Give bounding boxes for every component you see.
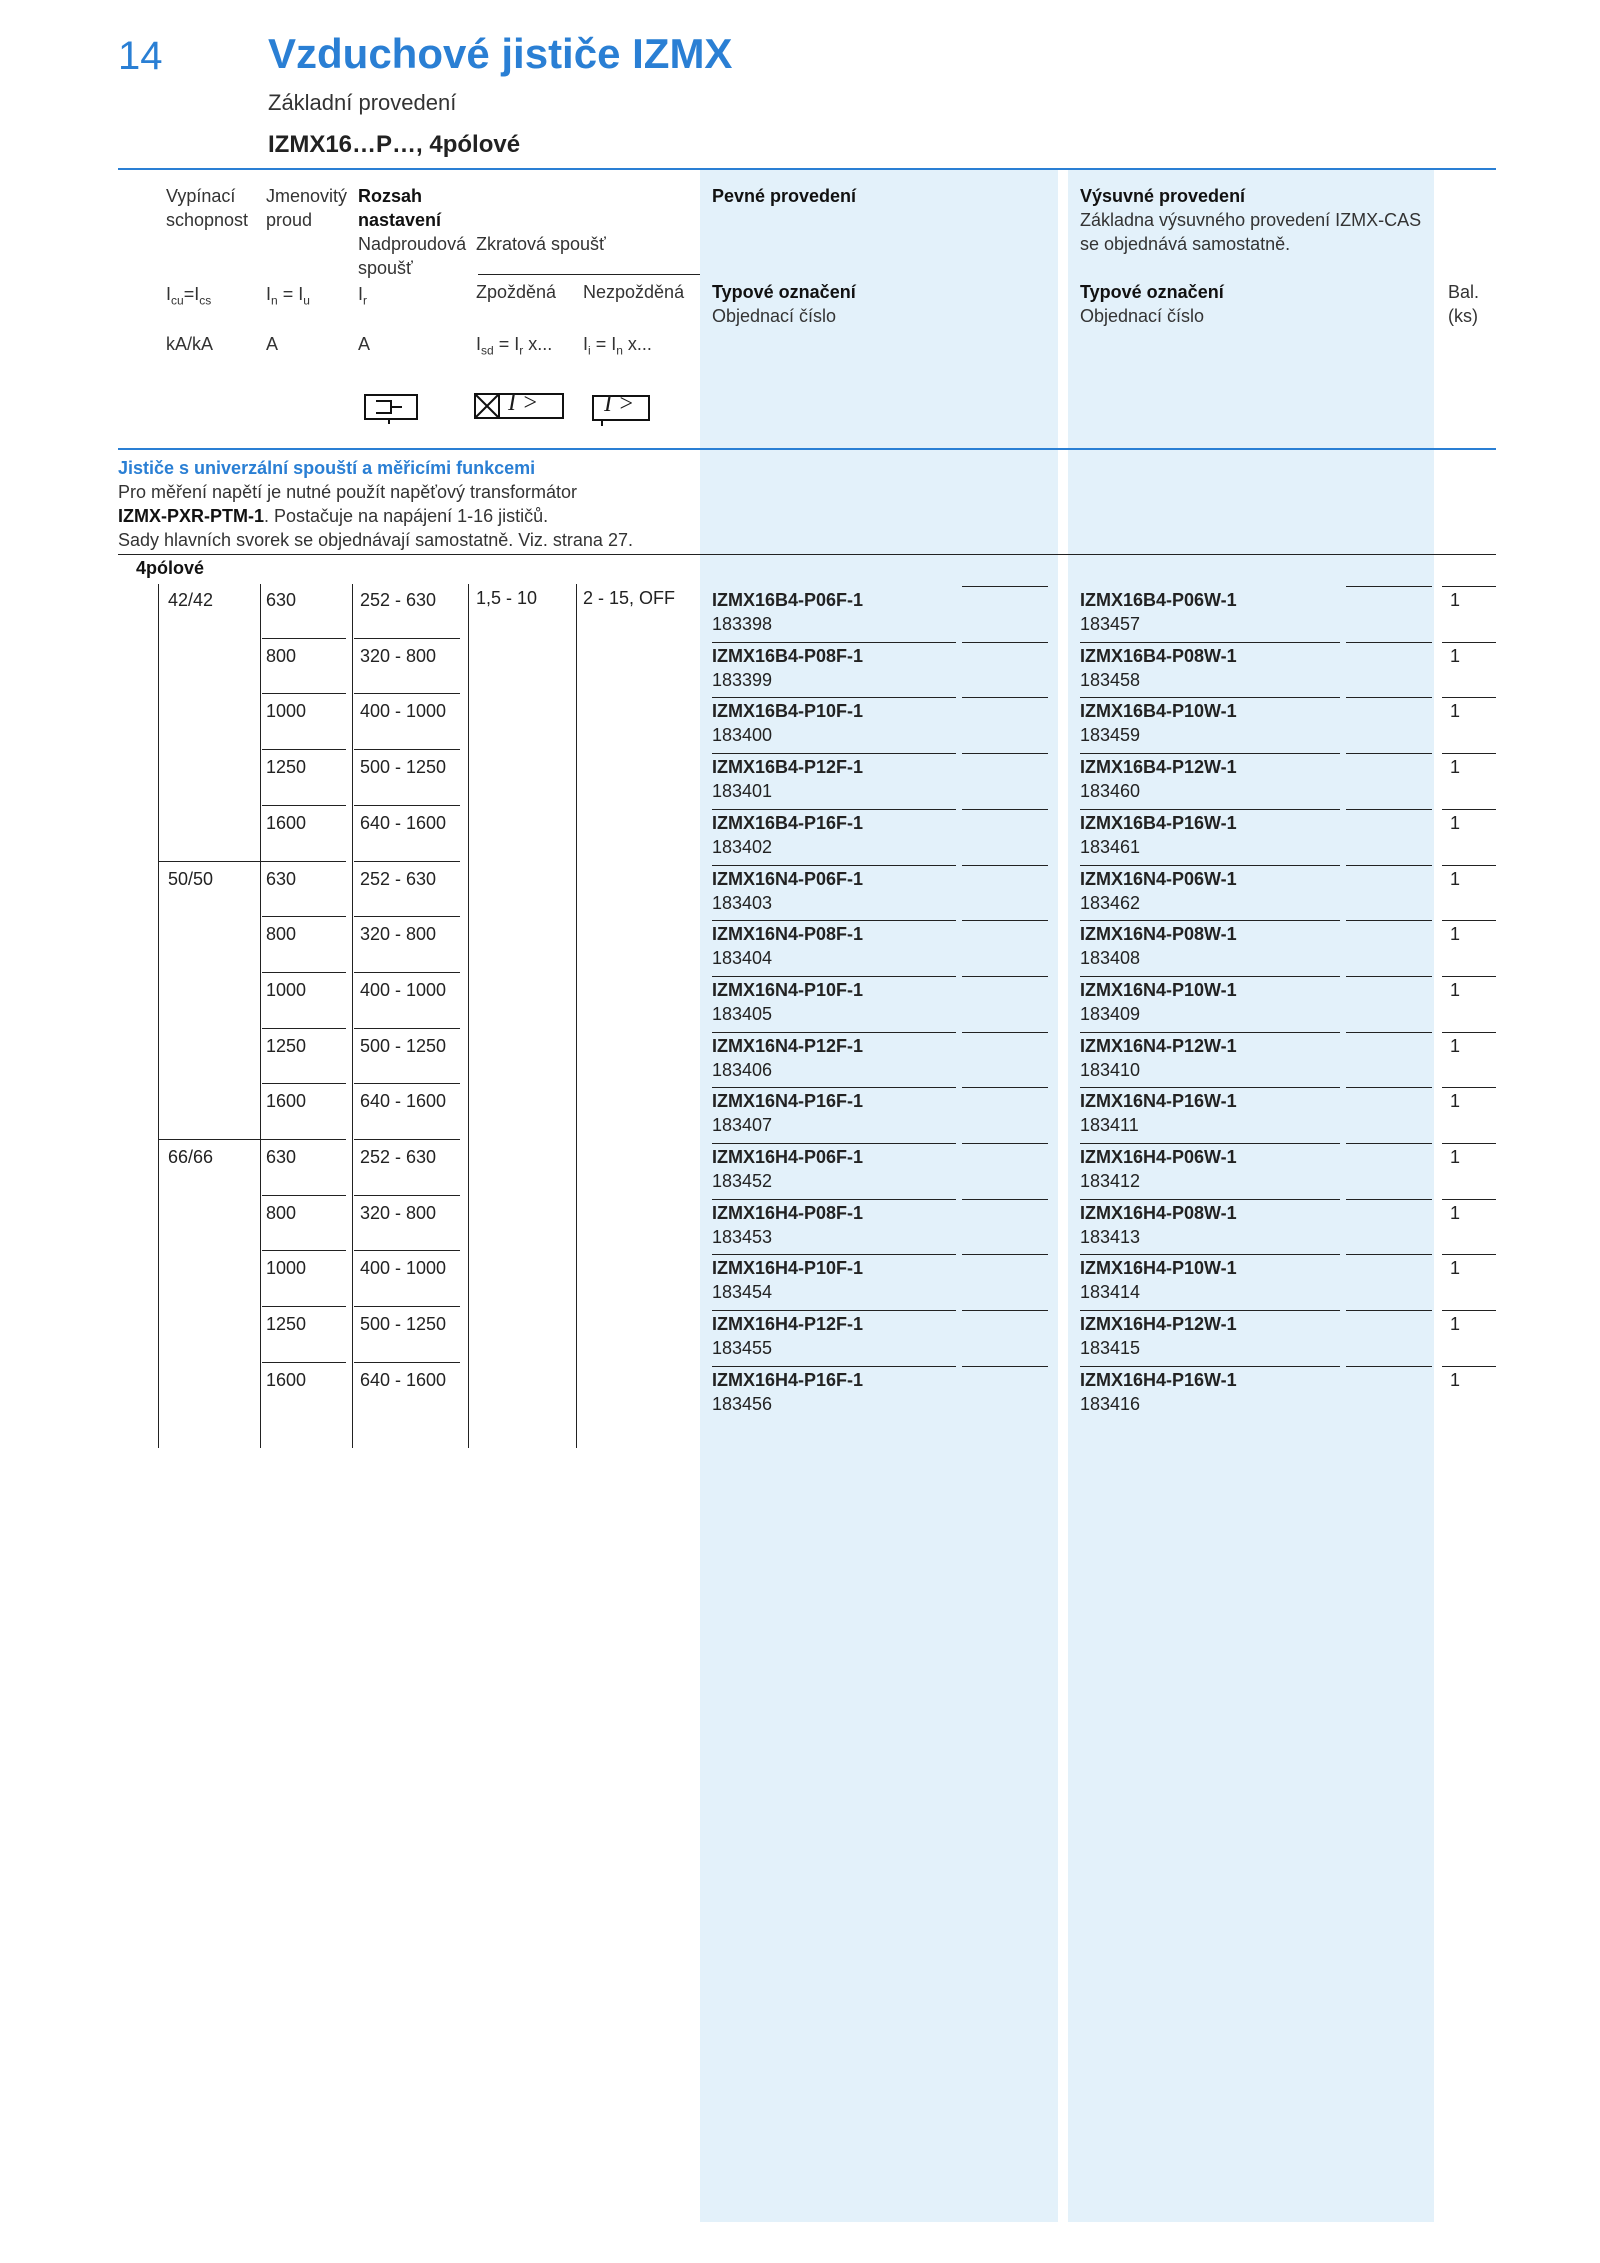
fixed-order-number: 183454: [712, 1282, 773, 1303]
row-rule: [1080, 642, 1340, 643]
row-rule: [962, 1254, 1048, 1255]
row-rule: [1346, 753, 1432, 754]
drawout-type-code: IZMX16N4-P16W-1: [1080, 1091, 1237, 1112]
row-rule: [1080, 1032, 1340, 1033]
page-number: 14: [118, 34, 163, 78]
row-rule: [1346, 1254, 1432, 1255]
drawout-type-code: IZMX16N4-P10W-1: [1080, 979, 1237, 1000]
drawout-order-number: 183462: [1080, 892, 1141, 913]
unit-a-setting: A: [358, 334, 371, 354]
row-rule: [354, 1139, 460, 1140]
header-breaking-capacity: Vypínací schopnost: [166, 186, 249, 230]
row-rule: [262, 1083, 346, 1084]
rated-current-value: 1600: [266, 1369, 307, 1390]
fixed-order-number: 183403: [712, 892, 773, 913]
setting-range-value: 500 - 1250: [360, 1035, 447, 1056]
setting-range-value: 320 - 800: [360, 645, 437, 666]
pack-quantity: 1: [1450, 645, 1461, 666]
row-rule: [262, 638, 346, 639]
rated-current-value: 1600: [266, 812, 307, 833]
fixed-type-code: IZMX16H4-P16F-1: [712, 1369, 864, 1390]
header-pack: Bal. (ks): [1448, 282, 1480, 326]
pack-quantity: 1: [1450, 1091, 1461, 1112]
row-rule: [262, 1306, 346, 1307]
row-rule: [262, 749, 346, 750]
row-rule: [1442, 865, 1496, 866]
undelayed-trip-label: I >: [604, 391, 635, 417]
rated-current-value: 630: [266, 590, 297, 610]
pack-quantity: 1: [1450, 1147, 1461, 1167]
pack-quantity: 1: [1450, 1035, 1461, 1056]
delayed-trip-label: I >: [508, 390, 539, 416]
row-rule: [1080, 1366, 1340, 1367]
drawout-type-code: IZMX16H4-P08W-1: [1080, 1202, 1237, 1223]
fixed-type-code: IZMX16B4-P10F-1: [712, 701, 864, 722]
header-drawout: Výsuvné provedení Základna výsuvného provedení IZMX-CAS se objednává samostatně.: [1080, 186, 1422, 254]
column-rule: [468, 584, 469, 1448]
rated-current-value: 800: [266, 924, 297, 945]
rated-current-value: 1000: [266, 701, 307, 722]
pack-quantity: 1: [1450, 1202, 1461, 1223]
row-rule: [1442, 586, 1496, 587]
row-rule: [712, 1310, 956, 1311]
pack-quantity: 1: [1450, 757, 1461, 778]
setting-range-value: 500 - 1250: [360, 1314, 447, 1335]
pack-quantity: 1: [1450, 701, 1461, 722]
row-rule: [1080, 976, 1340, 977]
drawout-order-number: 183460: [1080, 781, 1141, 802]
symbol-ii: $I_i = I_n$ x...: [583, 334, 652, 358]
row-rule: [962, 1310, 1048, 1311]
row-rule: [1346, 920, 1432, 921]
page-subtitle: Základní provedení: [268, 90, 457, 115]
row-rule: [1346, 976, 1432, 977]
row-rule: [354, 1083, 460, 1084]
section-rule: [118, 448, 1496, 450]
header-setting-range: Rozsah nastavení Nadproudová spoušť: [358, 186, 467, 278]
drawout-type-code: IZMX16B4-P10W-1: [1080, 701, 1237, 722]
row-rule: [712, 1199, 956, 1200]
row-rule: [712, 865, 956, 866]
unit-ka: kA/kA: [166, 334, 214, 354]
row-rule: [1080, 753, 1340, 754]
pack-quantity: 1: [1450, 1314, 1461, 1335]
fixed-order-number: 183406: [712, 1059, 773, 1080]
row-rule: [1346, 586, 1432, 587]
fixed-order-number: 183398: [712, 614, 773, 634]
fixed-type-code: IZMX16N4-P06F-1: [712, 868, 864, 889]
column-rule: [260, 584, 261, 1448]
row-rule: [712, 1366, 956, 1367]
section-intro: [118, 456, 678, 552]
delayed-range: 1,5 - 10: [476, 588, 538, 608]
pack-quantity: 1: [1450, 1369, 1461, 1390]
row-rule: [1346, 809, 1432, 810]
row-rule: [1346, 865, 1432, 866]
row-rule: [354, 1250, 460, 1251]
fixed-type-code: IZMX16B4-P08F-1: [712, 645, 864, 666]
breaking-capacity-value: 50/50: [168, 868, 214, 889]
row-rule: [262, 1139, 346, 1140]
row-rule: [354, 805, 460, 806]
row-rule: [962, 642, 1048, 643]
fixed-type-code: IZMX16N4-P16F-1: [712, 1091, 864, 1112]
unit-a-current: A: [266, 334, 279, 354]
drawout-type-code: IZMX16H4-P10W-1: [1080, 1258, 1237, 1279]
row-rule: [354, 972, 460, 973]
row-rule: [712, 642, 956, 643]
pack-quantity: 1: [1450, 812, 1461, 833]
fixed-type-code: IZMX16B4-P06F-1: [712, 590, 864, 610]
row-rule: [712, 976, 956, 977]
fixed-order-number: 183399: [712, 669, 773, 690]
row-rule: [1442, 1310, 1496, 1311]
fixed-order-number: 183455: [712, 1338, 773, 1359]
row-rule: [1442, 1254, 1496, 1255]
top-rule: [118, 168, 1496, 170]
header-shortcircuit: Zkratová spoušť: [476, 234, 606, 254]
row-rule: [962, 865, 1048, 866]
row-rule: [1080, 865, 1340, 866]
row-rule: [1080, 920, 1340, 921]
row-rule: [962, 809, 1048, 810]
breaking-capacity-value: 66/66: [168, 1147, 214, 1167]
setting-range-value: 252 - 630: [360, 1147, 437, 1167]
fixed-type-code: IZMX16H4-P06F-1: [712, 1147, 864, 1167]
section-title: Jističe s univerzální spouští a měřicími funkcemi: [118, 458, 536, 478]
row-rule: [262, 1028, 346, 1029]
row-rule: [262, 972, 346, 973]
row-rule: [1080, 1199, 1340, 1200]
section-line-1: Pro měření napětí je nutné použít napěťový transformátor: [118, 482, 578, 502]
row-rule: [1080, 1310, 1340, 1311]
rated-current-value: 630: [266, 868, 297, 889]
rated-current-value: 1250: [266, 1035, 307, 1056]
setting-range-value: 400 - 1000: [360, 701, 447, 722]
overcurrent-trip-icon: [360, 390, 420, 424]
row-rule: [262, 693, 346, 694]
page-title: Vzduchové jističe IZMX: [268, 30, 733, 77]
setting-range-value: 400 - 1000: [360, 979, 447, 1000]
fixed-order-number: 183400: [712, 725, 773, 746]
row-rule: [1442, 1087, 1496, 1088]
drawout-order-number: 183413: [1080, 1226, 1141, 1247]
pack-quantity: 1: [1450, 979, 1461, 1000]
group-rule: [158, 1139, 268, 1140]
setting-range-value: 640 - 1600: [360, 1369, 447, 1390]
row-rule: [712, 1254, 956, 1255]
rated-current-value: 1250: [266, 1314, 307, 1335]
drawout-order-number: 183415: [1080, 1338, 1141, 1359]
drawout-order-number: 183414: [1080, 1282, 1141, 1303]
symbol-icu: $I_{cu}=I_{cs}$: [166, 284, 212, 308]
row-rule: [1442, 697, 1496, 698]
drawout-type-code: IZMX16N4-P12W-1: [1080, 1035, 1237, 1056]
drawout-order-number: 183461: [1080, 836, 1141, 857]
drawout-order-number: 183459: [1080, 725, 1141, 746]
column-rule: [158, 584, 159, 1448]
drawout-type-code: IZMX16H4-P12W-1: [1080, 1314, 1237, 1335]
breaking-capacity-value: 42/42: [168, 590, 214, 610]
row-rule: [962, 697, 1048, 698]
header-delayed: Zpožděná: [476, 282, 557, 302]
drawout-order-number: 183416: [1080, 1393, 1141, 1414]
row-rule: [354, 916, 460, 917]
row-rule: [354, 1306, 460, 1307]
row-rule: [354, 1195, 460, 1196]
symbol-in: $I_n = I_u$: [266, 284, 310, 308]
drawout-order-number: 183408: [1080, 948, 1141, 969]
drawout-type-code: IZMX16H4-P16W-1: [1080, 1369, 1237, 1390]
row-rule: [1346, 1087, 1432, 1088]
setting-range-value: 400 - 1000: [360, 1258, 447, 1279]
rated-current-value: 1250: [266, 757, 307, 778]
row-rule: [962, 753, 1048, 754]
rated-current-value: 800: [266, 1202, 297, 1223]
fixed-type-code: IZMX16H4-P10F-1: [712, 1258, 864, 1279]
row-rule: [962, 1032, 1048, 1033]
row-rule: [1080, 1254, 1340, 1255]
setting-range-value: 252 - 630: [360, 868, 437, 889]
column-rule: [576, 584, 577, 1448]
pack-quantity: 1: [1450, 590, 1461, 610]
row-rule: [1080, 1087, 1340, 1088]
fixed-type-code: IZMX16H4-P12F-1: [712, 1314, 864, 1335]
section-line-3: Sady hlavních svorek se objednávají samostatně. Viz. strana 27.: [118, 530, 633, 550]
fixed-order-number: 183456: [712, 1393, 773, 1414]
drawout-order-number: 183409: [1080, 1003, 1141, 1024]
header-undelayed: Nezpožděná: [583, 282, 685, 302]
row-rule: [1442, 1143, 1496, 1144]
setting-range-value: 252 - 630: [360, 590, 437, 610]
rated-current-value: 1600: [266, 1091, 307, 1112]
row-rule: [262, 1362, 346, 1363]
row-rule: [1442, 642, 1496, 643]
row-rule: [354, 749, 460, 750]
row-rule: [962, 1087, 1048, 1088]
fixed-type-code: IZMX16N4-P10F-1: [712, 979, 864, 1000]
row-rule: [1346, 1143, 1432, 1144]
row-rule: [962, 1199, 1048, 1200]
column-rule: [352, 584, 353, 1448]
fixed-order-number: 183452: [712, 1171, 773, 1191]
drawout-order-number: 183410: [1080, 1059, 1141, 1080]
row-rule: [354, 1362, 460, 1363]
symbol-ir: $I_r$: [358, 284, 368, 308]
drawout-type-code: IZMX16B4-P12W-1: [1080, 757, 1237, 778]
drawout-type-code: IZMX16B4-P06W-1: [1080, 590, 1237, 610]
drawout-order-number: 183412: [1080, 1171, 1141, 1191]
header-fixed-type: Typové označení Objednací číslo: [712, 282, 856, 326]
row-rule: [1346, 1366, 1432, 1367]
rated-current-value: 800: [266, 645, 297, 666]
row-rule: [712, 1032, 956, 1033]
section-bottom-rule: [118, 554, 1496, 555]
row-rule: [262, 1250, 346, 1251]
drawout-type-code: IZMX16H4-P06W-1: [1080, 1147, 1237, 1167]
row-rule: [1346, 1199, 1432, 1200]
fixed-type-code: IZMX16N4-P12F-1: [712, 1035, 864, 1056]
row-rule: [712, 809, 956, 810]
product-heading: IZMX16…P…, 4pólové: [268, 131, 521, 158]
row-rule: [962, 976, 1048, 977]
row-rule: [1080, 1143, 1340, 1144]
fixed-type-code: IZMX16N4-P08F-1: [712, 924, 864, 945]
rated-current-value: 1000: [266, 979, 307, 1000]
row-rule: [962, 1366, 1048, 1367]
row-rule: [1346, 697, 1432, 698]
row-rule: [262, 1195, 346, 1196]
row-rule: [354, 861, 460, 862]
row-rule: [712, 1087, 956, 1088]
fixed-type-code: IZMX16B4-P16F-1: [712, 812, 864, 833]
shortcircuit-rule: [478, 274, 700, 275]
drawout-order-number: 183411: [1080, 1115, 1139, 1136]
row-rule: [1442, 1032, 1496, 1033]
drawout-type-code: IZMX16N4-P06W-1: [1080, 868, 1237, 889]
setting-range-value: 320 - 800: [360, 924, 437, 945]
row-rule: [1080, 697, 1340, 698]
setting-range-value: 500 - 1250: [360, 757, 447, 778]
drawout-order-number: 183457: [1080, 614, 1141, 634]
row-rule: [1442, 1366, 1496, 1367]
setting-range-value: 640 - 1600: [360, 812, 447, 833]
fixed-order-number: 183453: [712, 1226, 773, 1247]
fixed-order-number: 183402: [712, 836, 773, 857]
row-rule: [1346, 1032, 1432, 1033]
row-rule: [354, 638, 460, 639]
pack-quantity: 1: [1450, 924, 1461, 945]
fixed-order-number: 183407: [712, 1115, 773, 1136]
header-rated-current: Jmenovitý proud: [266, 186, 348, 230]
rated-current-value: 630: [266, 1147, 297, 1167]
row-rule: [262, 805, 346, 806]
row-rule: [962, 1143, 1048, 1144]
header-drawout-type: Typové označení Objednací číslo: [1080, 282, 1224, 326]
row-rule: [262, 861, 346, 862]
row-rule: [1442, 1199, 1496, 1200]
row-rule: [1442, 920, 1496, 921]
undelayed-range: 2 - 15, OFF: [583, 588, 676, 608]
row-rule: [1442, 976, 1496, 977]
row-rule: [354, 1028, 460, 1029]
setting-range-value: 640 - 1600: [360, 1091, 447, 1112]
fixed-column-shade: [700, 168, 1058, 2222]
group-rule: [158, 861, 268, 862]
symbol-isd: $I_{sd} = I_r$ x...: [476, 334, 553, 358]
section-line-2: IZMX-PXR-PTM-1. Postačuje na napájení 1-16 jističů.: [118, 506, 549, 526]
row-rule: [962, 586, 1048, 587]
poles-label: 4pólové: [136, 558, 205, 578]
row-rule: [712, 753, 956, 754]
pack-quantity: 1: [1450, 868, 1461, 889]
drawout-type-code: IZMX16B4-P16W-1: [1080, 812, 1237, 833]
rated-current-value: 1000: [266, 1258, 307, 1279]
pack-quantity: 1: [1450, 1258, 1461, 1279]
row-rule: [1346, 1310, 1432, 1311]
row-rule: [1080, 809, 1340, 810]
row-rule: [354, 693, 460, 694]
drawout-order-number: 183458: [1080, 669, 1141, 690]
row-rule: [962, 920, 1048, 921]
setting-range-value: 320 - 800: [360, 1202, 437, 1223]
row-rule: [1442, 753, 1496, 754]
row-rule: [712, 697, 956, 698]
fixed-order-number: 183405: [712, 1003, 773, 1024]
drawout-column-shade: [1068, 168, 1434, 2222]
drawout-type-code: IZMX16N4-P08W-1: [1080, 924, 1237, 945]
row-rule: [1346, 642, 1432, 643]
fixed-type-code: IZMX16H4-P08F-1: [712, 1202, 864, 1223]
row-rule: [712, 920, 956, 921]
fixed-type-code: IZMX16B4-P12F-1: [712, 757, 864, 778]
row-rule: [262, 916, 346, 917]
header-fixed: Pevné provedení: [712, 186, 857, 206]
fixed-order-number: 183401: [712, 781, 773, 802]
row-rule: [1442, 809, 1496, 810]
drawout-type-code: IZMX16B4-P08W-1: [1080, 645, 1237, 666]
fixed-order-number: 183404: [712, 948, 773, 969]
row-rule: [712, 1143, 956, 1144]
